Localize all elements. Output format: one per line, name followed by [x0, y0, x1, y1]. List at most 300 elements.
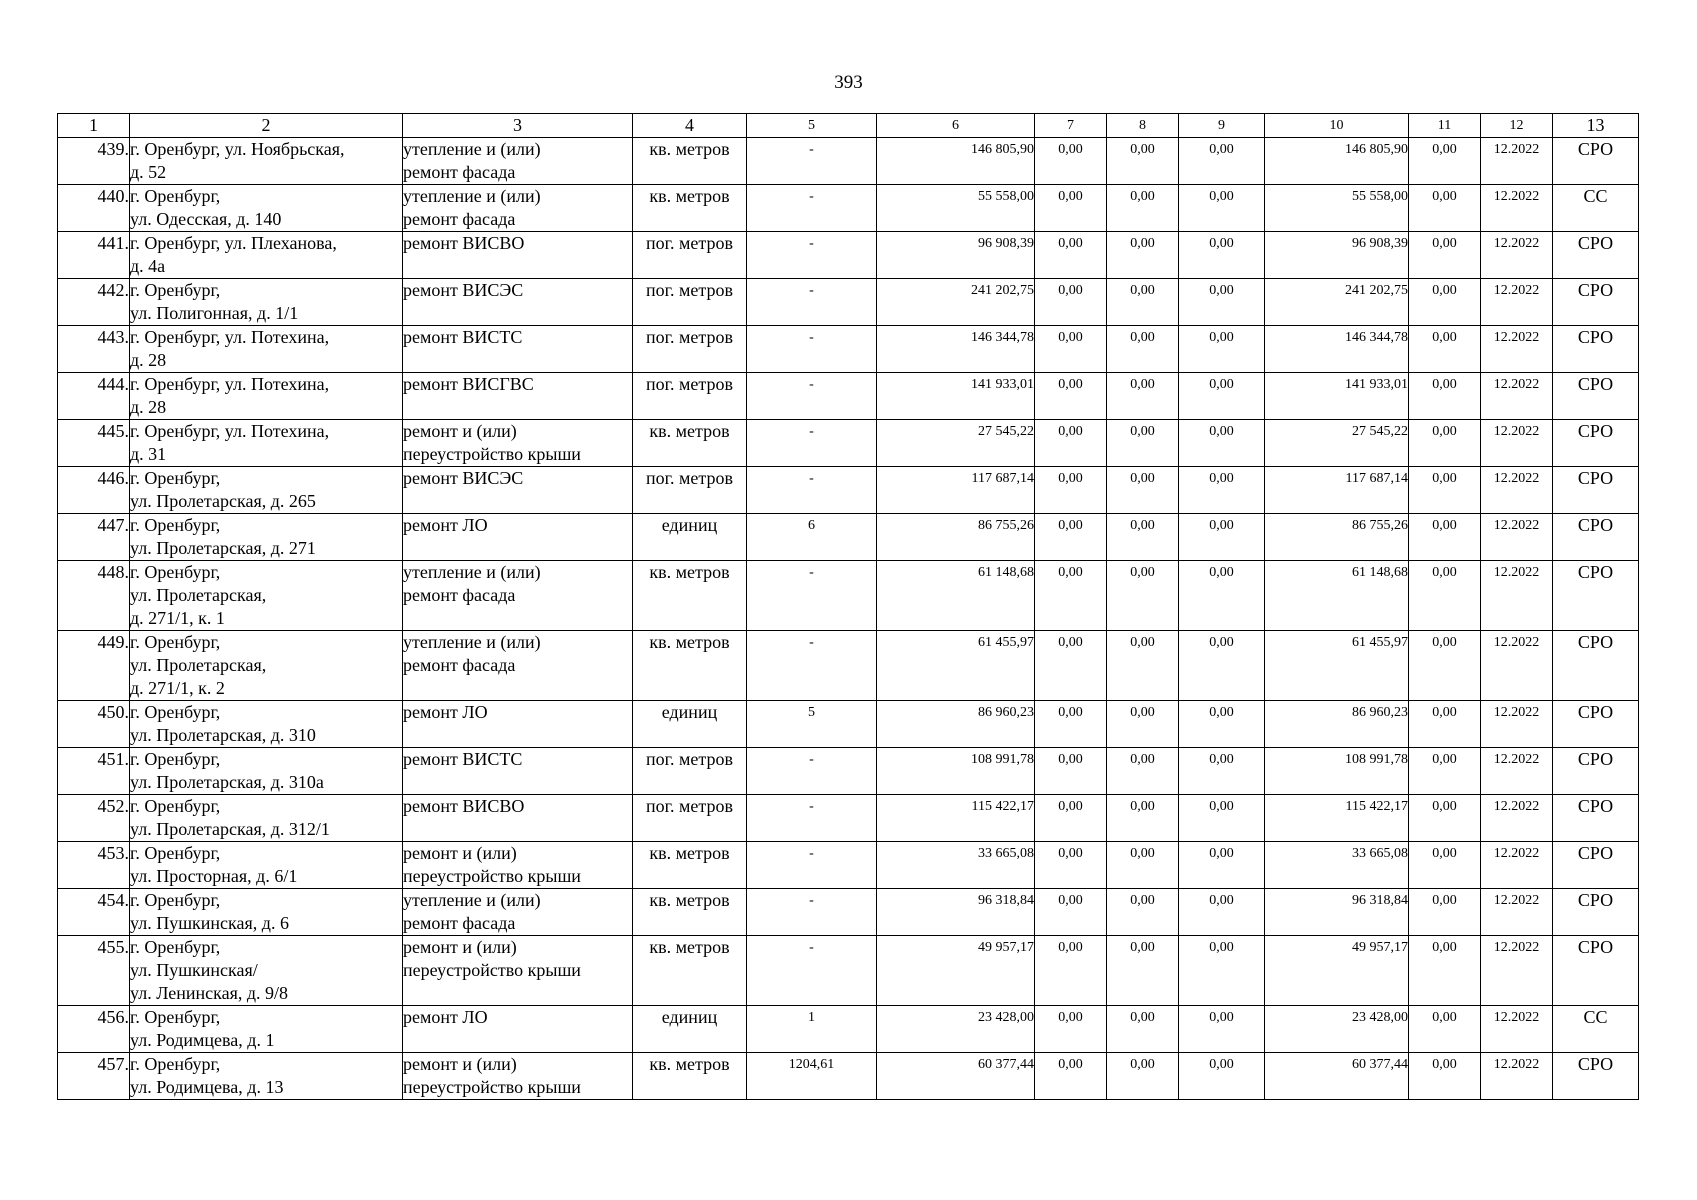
total-cost-cell: 55 558,00 — [877, 185, 1035, 232]
address-line: ул. Полигонная, д. 1/1 — [130, 303, 299, 323]
work-type-line: ремонт фасада — [403, 209, 516, 229]
fund-cell-7: 0,00 — [1035, 420, 1107, 467]
address-line: г. Оренбург, — [130, 749, 221, 769]
completion-date-cell: 12.2022 — [1481, 561, 1553, 631]
work-type-cell — [403, 232, 633, 279]
work-type-cell — [403, 420, 633, 467]
quantity-cell: 6 — [747, 514, 877, 561]
table-row — [58, 795, 1639, 842]
address-line: ул. Одесская, д. 140 — [130, 209, 282, 229]
address-line: г. Оренбург, ул. Плеханова, — [130, 233, 337, 253]
owner-funds-cell: 86 960,23 — [1265, 701, 1409, 748]
total-cost-cell: 117 687,14 — [877, 467, 1035, 514]
fund-cell-9: 0,00 — [1179, 373, 1265, 420]
fund-cell-7: 0,00 — [1035, 185, 1107, 232]
completion-date-cell: 12.2022 — [1481, 232, 1553, 279]
address-line: ул. Ленинская, д. 9/8 — [130, 983, 289, 1003]
fund-cell-9: 0,00 — [1179, 936, 1265, 1006]
work-type-cell — [403, 373, 633, 420]
address-line: г. Оренбург, ул. Ноябрьская, — [130, 139, 345, 159]
unit-cell: пог. метров — [633, 373, 747, 420]
fund-cell-9: 0,00 — [1179, 561, 1265, 631]
quantity-cell: 1204,61 — [747, 1053, 877, 1100]
column-header: 8 — [1107, 114, 1179, 138]
row-number: 453. — [58, 842, 130, 889]
work-type-cell — [403, 936, 633, 1006]
work-type-cell — [403, 842, 633, 889]
address-cell — [130, 631, 403, 701]
unit-cell: пог. метров — [633, 232, 747, 279]
fund-cell-9: 0,00 — [1179, 795, 1265, 842]
quantity-cell: - — [747, 232, 877, 279]
address-line: ул. Пролетарская, д. 310 — [130, 725, 316, 745]
unit-cell: пог. метров — [633, 795, 747, 842]
row-number: 449. — [58, 631, 130, 701]
accumulation-method-cell: СРО — [1553, 232, 1639, 279]
fund-cell-7: 0,00 — [1035, 936, 1107, 1006]
unit-cell: кв. метров — [633, 561, 747, 631]
completion-date-cell: 12.2022 — [1481, 795, 1553, 842]
table-body — [58, 138, 1639, 1100]
fund-cell-9: 0,00 — [1179, 514, 1265, 561]
work-type-cell — [403, 748, 633, 795]
fund-cell-7: 0,00 — [1035, 514, 1107, 561]
total-cost-cell: 108 991,78 — [877, 748, 1035, 795]
fund-cell-11: 0,00 — [1409, 326, 1481, 373]
fund-cell-8: 0,00 — [1107, 701, 1179, 748]
quantity-cell: - — [747, 936, 877, 1006]
fund-cell-8: 0,00 — [1107, 467, 1179, 514]
unit-cell: единиц — [633, 701, 747, 748]
row-number: 455. — [58, 936, 130, 1006]
fund-cell-8: 0,00 — [1107, 326, 1179, 373]
fund-cell-7: 0,00 — [1035, 701, 1107, 748]
completion-date-cell: 12.2022 — [1481, 138, 1553, 185]
fund-cell-9: 0,00 — [1179, 748, 1265, 795]
total-cost-cell: 96 318,84 — [877, 889, 1035, 936]
unit-cell: кв. метров — [633, 185, 747, 232]
total-cost-cell: 60 377,44 — [877, 1053, 1035, 1100]
address-line: ул. Пролетарская, д. 310а — [130, 772, 324, 792]
address-line: г. Оренбург, — [130, 632, 221, 652]
table-row — [58, 185, 1639, 232]
address-cell — [130, 514, 403, 561]
work-type-cell — [403, 326, 633, 373]
accumulation-method-cell: СРО — [1553, 701, 1639, 748]
work-type-line: ремонт ЛО — [403, 515, 488, 535]
fund-cell-7: 0,00 — [1035, 561, 1107, 631]
table-row — [58, 889, 1639, 936]
completion-date-cell: 12.2022 — [1481, 514, 1553, 561]
owner-funds-cell: 61 148,68 — [1265, 561, 1409, 631]
fund-cell-9: 0,00 — [1179, 467, 1265, 514]
completion-date-cell: 12.2022 — [1481, 467, 1553, 514]
address-line: ул. Пушкинская, д. 6 — [130, 913, 289, 933]
owner-funds-cell: 146 344,78 — [1265, 326, 1409, 373]
work-type-cell — [403, 889, 633, 936]
accumulation-method-cell: СРО — [1553, 631, 1639, 701]
address-line: ул. Просторная, д. 6/1 — [130, 866, 298, 886]
column-header: 9 — [1179, 114, 1265, 138]
accumulation-method-cell: СРО — [1553, 936, 1639, 1006]
table-row — [58, 373, 1639, 420]
address-line: ул. Пролетарская, д. 271 — [130, 538, 316, 558]
row-number: 441. — [58, 232, 130, 279]
total-cost-cell: 86 755,26 — [877, 514, 1035, 561]
fund-cell-7: 0,00 — [1035, 138, 1107, 185]
address-cell — [130, 467, 403, 514]
quantity-cell: 5 — [747, 701, 877, 748]
column-header: 6 — [877, 114, 1035, 138]
column-header: 2 — [130, 114, 403, 138]
address-line: д. 28 — [130, 397, 167, 417]
owner-funds-cell: 86 755,26 — [1265, 514, 1409, 561]
work-type-line: ремонт фасада — [403, 162, 516, 182]
address-cell — [130, 232, 403, 279]
accumulation-method-cell: СРО — [1553, 889, 1639, 936]
quantity-cell: - — [747, 185, 877, 232]
address-line: г. Оренбург, — [130, 702, 221, 722]
work-type-cell — [403, 467, 633, 514]
address-line: г. Оренбург, — [130, 937, 221, 957]
total-cost-cell: 146 805,90 — [877, 138, 1035, 185]
fund-cell-8: 0,00 — [1107, 1053, 1179, 1100]
column-header: 1 — [58, 114, 130, 138]
fund-cell-11: 0,00 — [1409, 279, 1481, 326]
column-header: 13 — [1553, 114, 1639, 138]
address-line: ул. Пролетарская, д. 312/1 — [130, 819, 330, 839]
address-line: д. 271/1, к. 1 — [130, 608, 225, 628]
completion-date-cell: 12.2022 — [1481, 1053, 1553, 1100]
completion-date-cell: 12.2022 — [1481, 326, 1553, 373]
row-number: 442. — [58, 279, 130, 326]
completion-date-cell: 12.2022 — [1481, 889, 1553, 936]
owner-funds-cell: 117 687,14 — [1265, 467, 1409, 514]
owner-funds-cell: 55 558,00 — [1265, 185, 1409, 232]
fund-cell-8: 0,00 — [1107, 748, 1179, 795]
work-type-line: ремонт ВИСЭС — [403, 280, 524, 300]
table-row — [58, 936, 1639, 1006]
unit-cell: пог. метров — [633, 467, 747, 514]
work-type-line: утепление и (или) — [403, 186, 541, 206]
address-line: г. Оренбург, — [130, 468, 221, 488]
address-line: ул. Родимцева, д. 13 — [130, 1077, 284, 1097]
fund-cell-11: 0,00 — [1409, 467, 1481, 514]
quantity-cell: 1 — [747, 1006, 877, 1053]
address-line: г. Оренбург, — [130, 843, 221, 863]
accumulation-method-cell: СРО — [1553, 842, 1639, 889]
work-type-line: утепление и (или) — [403, 562, 541, 582]
row-number: 443. — [58, 326, 130, 373]
fund-cell-11: 0,00 — [1409, 514, 1481, 561]
unit-cell: единиц — [633, 514, 747, 561]
unit-cell: кв. метров — [633, 138, 747, 185]
column-header: 7 — [1035, 114, 1107, 138]
accumulation-method-cell: СС — [1553, 1006, 1639, 1053]
page-number: 393 — [834, 72, 863, 93]
address-cell — [130, 279, 403, 326]
fund-cell-11: 0,00 — [1409, 701, 1481, 748]
total-cost-cell: 61 148,68 — [877, 561, 1035, 631]
fund-cell-7: 0,00 — [1035, 795, 1107, 842]
accumulation-method-cell: СРО — [1553, 420, 1639, 467]
fund-cell-9: 0,00 — [1179, 138, 1265, 185]
row-number: 444. — [58, 373, 130, 420]
fund-cell-11: 0,00 — [1409, 420, 1481, 467]
quantity-cell: - — [747, 795, 877, 842]
table-row — [58, 420, 1639, 467]
work-type-cell — [403, 1006, 633, 1053]
fund-cell-9: 0,00 — [1179, 279, 1265, 326]
fund-cell-11: 0,00 — [1409, 936, 1481, 1006]
owner-funds-cell: 61 455,97 — [1265, 631, 1409, 701]
total-cost-cell: 86 960,23 — [877, 701, 1035, 748]
table-row — [58, 279, 1639, 326]
table-row — [58, 138, 1639, 185]
accumulation-method-cell: СРО — [1553, 467, 1639, 514]
work-type-cell — [403, 1053, 633, 1100]
unit-cell: кв. метров — [633, 631, 747, 701]
unit-cell: кв. метров — [633, 842, 747, 889]
accumulation-method-cell: СРО — [1553, 373, 1639, 420]
work-type-line: ремонт и (или) — [403, 843, 517, 863]
quantity-cell: - — [747, 631, 877, 701]
fund-cell-7: 0,00 — [1035, 631, 1107, 701]
row-number: 451. — [58, 748, 130, 795]
fund-cell-9: 0,00 — [1179, 631, 1265, 701]
address-line: г. Оренбург, — [130, 280, 221, 300]
work-type-line: ремонт ЛО — [403, 702, 488, 722]
work-type-line: ремонт ЛО — [403, 1007, 488, 1027]
table-row — [58, 561, 1639, 631]
quantity-cell: - — [747, 326, 877, 373]
row-number: 452. — [58, 795, 130, 842]
address-cell — [130, 185, 403, 232]
column-header: 4 — [633, 114, 747, 138]
address-cell — [130, 701, 403, 748]
table-row — [58, 631, 1639, 701]
address-line: г. Оренбург, — [130, 1054, 221, 1074]
table-row — [58, 748, 1639, 795]
work-type-line: ремонт ВИСТС — [403, 327, 523, 347]
total-cost-cell: 27 545,22 — [877, 420, 1035, 467]
fund-cell-7: 0,00 — [1035, 279, 1107, 326]
work-type-line: ремонт ВИСВО — [403, 796, 525, 816]
column-header: 3 — [403, 114, 633, 138]
fund-cell-8: 0,00 — [1107, 185, 1179, 232]
owner-funds-cell: 96 908,39 — [1265, 232, 1409, 279]
accumulation-method-cell: СРО — [1553, 514, 1639, 561]
completion-date-cell: 12.2022 — [1481, 1006, 1553, 1053]
accumulation-method-cell: СРО — [1553, 561, 1639, 631]
total-cost-cell: 96 908,39 — [877, 232, 1035, 279]
work-type-line: ремонт фасада — [403, 655, 516, 675]
fund-cell-9: 0,00 — [1179, 842, 1265, 889]
table-row — [58, 232, 1639, 279]
unit-cell: кв. метров — [633, 420, 747, 467]
address-cell — [130, 1006, 403, 1053]
fund-cell-8: 0,00 — [1107, 842, 1179, 889]
address-cell — [130, 889, 403, 936]
address-cell — [130, 373, 403, 420]
work-type-cell — [403, 631, 633, 701]
address-line: д. 271/1, к. 2 — [130, 678, 225, 698]
address-line: д. 28 — [130, 350, 167, 370]
address-line: д. 31 — [130, 444, 167, 464]
row-number: 454. — [58, 889, 130, 936]
fund-cell-7: 0,00 — [1035, 1053, 1107, 1100]
row-number: 456. — [58, 1006, 130, 1053]
unit-cell: пог. метров — [633, 326, 747, 373]
table-row — [58, 701, 1639, 748]
address-cell — [130, 842, 403, 889]
address-cell — [130, 795, 403, 842]
work-type-line: переустройство крыши — [403, 866, 581, 886]
fund-cell-8: 0,00 — [1107, 795, 1179, 842]
total-cost-cell: 23 428,00 — [877, 1006, 1035, 1053]
fund-cell-8: 0,00 — [1107, 1006, 1179, 1053]
address-line: г. Оренбург, — [130, 186, 221, 206]
fund-cell-11: 0,00 — [1409, 138, 1481, 185]
completion-date-cell: 12.2022 — [1481, 701, 1553, 748]
work-type-line: утепление и (или) — [403, 139, 541, 159]
quantity-cell: - — [747, 561, 877, 631]
unit-cell: кв. метров — [633, 1053, 747, 1100]
accumulation-method-cell: СРО — [1553, 326, 1639, 373]
owner-funds-cell: 60 377,44 — [1265, 1053, 1409, 1100]
address-line: ул. Пролетарская, д. 265 — [130, 491, 316, 511]
address-cell — [130, 748, 403, 795]
work-type-cell — [403, 561, 633, 631]
address-cell — [130, 326, 403, 373]
unit-cell: кв. метров — [633, 889, 747, 936]
address-cell — [130, 561, 403, 631]
fund-cell-9: 0,00 — [1179, 420, 1265, 467]
work-type-cell — [403, 514, 633, 561]
quantity-cell: - — [747, 889, 877, 936]
fund-cell-11: 0,00 — [1409, 561, 1481, 631]
fund-cell-8: 0,00 — [1107, 420, 1179, 467]
fund-cell-7: 0,00 — [1035, 232, 1107, 279]
unit-cell: пог. метров — [633, 748, 747, 795]
address-cell — [130, 1053, 403, 1100]
row-number: 445. — [58, 420, 130, 467]
work-type-line: переустройство крыши — [403, 960, 581, 980]
fund-cell-8: 0,00 — [1107, 279, 1179, 326]
fund-cell-8: 0,00 — [1107, 232, 1179, 279]
work-type-cell — [403, 138, 633, 185]
row-number: 446. — [58, 467, 130, 514]
completion-date-cell: 12.2022 — [1481, 936, 1553, 1006]
fund-cell-11: 0,00 — [1409, 1053, 1481, 1100]
fund-cell-11: 0,00 — [1409, 185, 1481, 232]
work-type-line: утепление и (или) — [403, 632, 541, 652]
completion-date-cell: 12.2022 — [1481, 420, 1553, 467]
fund-cell-9: 0,00 — [1179, 701, 1265, 748]
address-line: ул. Родимцева, д. 1 — [130, 1030, 275, 1050]
unit-cell: единиц — [633, 1006, 747, 1053]
work-type-cell — [403, 795, 633, 842]
row-number: 440. — [58, 185, 130, 232]
address-cell — [130, 138, 403, 185]
column-number-header-row — [58, 114, 1639, 138]
address-line: ул. Пушкинская/ — [130, 960, 258, 980]
fund-cell-8: 0,00 — [1107, 631, 1179, 701]
address-line: ул. Пролетарская, — [130, 655, 267, 675]
total-cost-cell: 141 933,01 — [877, 373, 1035, 420]
address-line: г. Оренбург, ул. Потехина, — [130, 374, 330, 394]
fund-cell-8: 0,00 — [1107, 561, 1179, 631]
fund-cell-11: 0,00 — [1409, 842, 1481, 889]
row-number: 447. — [58, 514, 130, 561]
total-cost-cell: 146 344,78 — [877, 326, 1035, 373]
address-line: г. Оренбург, ул. Потехина, — [130, 421, 330, 441]
column-header: 5 — [747, 114, 877, 138]
work-type-line: ремонт и (или) — [403, 421, 517, 441]
fund-cell-8: 0,00 — [1107, 889, 1179, 936]
work-type-line: ремонт и (или) — [403, 1054, 517, 1074]
fund-cell-11: 0,00 — [1409, 889, 1481, 936]
accumulation-method-cell: СС — [1553, 185, 1639, 232]
fund-cell-9: 0,00 — [1179, 889, 1265, 936]
quantity-cell: - — [747, 420, 877, 467]
quantity-cell: - — [747, 373, 877, 420]
fund-cell-11: 0,00 — [1409, 373, 1481, 420]
fund-cell-11: 0,00 — [1409, 748, 1481, 795]
fund-cell-8: 0,00 — [1107, 936, 1179, 1006]
row-number: 450. — [58, 701, 130, 748]
owner-funds-cell: 33 665,08 — [1265, 842, 1409, 889]
accumulation-method-cell: СРО — [1553, 748, 1639, 795]
table-row — [58, 467, 1639, 514]
fund-cell-7: 0,00 — [1035, 467, 1107, 514]
work-type-line: ремонт ВИСЭС — [403, 468, 524, 488]
total-cost-cell: 61 455,97 — [877, 631, 1035, 701]
address-line: д. 4а — [130, 256, 166, 276]
row-number: 439. — [58, 138, 130, 185]
owner-funds-cell: 27 545,22 — [1265, 420, 1409, 467]
table-row — [58, 326, 1639, 373]
table-row — [58, 842, 1639, 889]
work-type-line: переустройство крыши — [403, 444, 581, 464]
address-line: г. Оренбург, ул. Потехина, — [130, 327, 330, 347]
completion-date-cell: 12.2022 — [1481, 748, 1553, 795]
work-type-line: ремонт и (или) — [403, 937, 517, 957]
completion-date-cell: 12.2022 — [1481, 631, 1553, 701]
total-cost-cell: 241 202,75 — [877, 279, 1035, 326]
owner-funds-cell: 115 422,17 — [1265, 795, 1409, 842]
work-type-line: переустройство крыши — [403, 1077, 581, 1097]
work-type-cell — [403, 185, 633, 232]
unit-cell: кв. метров — [633, 936, 747, 1006]
row-number: 448. — [58, 561, 130, 631]
address-line: г. Оренбург, — [130, 1007, 221, 1027]
work-type-line: утепление и (или) — [403, 890, 541, 910]
fund-cell-9: 0,00 — [1179, 232, 1265, 279]
table-row — [58, 1053, 1639, 1100]
completion-date-cell: 12.2022 — [1481, 279, 1553, 326]
address-cell — [130, 936, 403, 1006]
owner-funds-cell: 141 933,01 — [1265, 373, 1409, 420]
accumulation-method-cell: СРО — [1553, 795, 1639, 842]
owner-funds-cell: 23 428,00 — [1265, 1006, 1409, 1053]
fund-cell-7: 0,00 — [1035, 1006, 1107, 1053]
address-line: д. 52 — [130, 162, 167, 182]
fund-cell-8: 0,00 — [1107, 138, 1179, 185]
column-header: 10 — [1265, 114, 1409, 138]
owner-funds-cell: 146 805,90 — [1265, 138, 1409, 185]
owner-funds-cell: 108 991,78 — [1265, 748, 1409, 795]
